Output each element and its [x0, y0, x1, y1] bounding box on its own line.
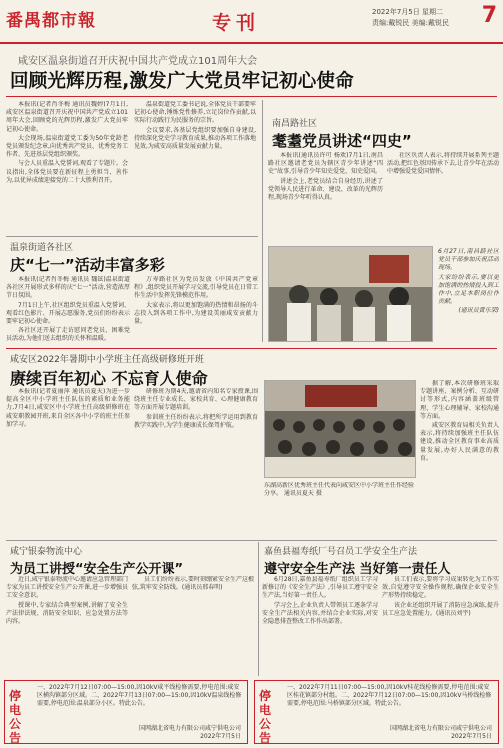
issue-date: 2022年7月5日 星期二 — [372, 8, 443, 16]
issue-meta — [372, 7, 449, 29]
story2-column-2 — [387, 152, 499, 244]
notice-tag: 停电公告 — [259, 689, 272, 745]
notice-tag: 停电公告 — [9, 689, 22, 745]
notice-signature: 国网湖北省电力有限公司咸宁供电公司 2022年7月5日 — [138, 725, 241, 740]
story3-paragraph: 各社区还开展了走访慰问老党员、困难党员活动,为他们送去组织的关怀和温暖。 — [6, 327, 130, 343]
section-title: 专刊 — [212, 12, 261, 34]
lead-paragraph: 会议要求,各基层党组织要加强自身建设,持续深化党史学习教育成果,推动各项工作落地见效,为咸安高质量发展贡献力量。 — [134, 126, 256, 151]
story-divider — [6, 236, 258, 237]
story5-paragraph: 授课中,专家结合典型案例,讲解了安全生产法律法规、消防安全知识、应急处置方法等内容。 — [6, 601, 128, 626]
side-caption-credit: (通讯员黄乐荣) — [458, 307, 499, 315]
story4-paragraph: 参训班主任纷纷表示,将把所学运用到教育教学实践中,为学生健康成长保驾护航。 — [134, 413, 258, 429]
story6-paragraph: 员工们表示,要将学习成果转化为工作实效,自觉遵守安全操作规程,确保企业安全生产形势持续稳定。 — [382, 576, 499, 600]
column-divider — [262, 100, 263, 342]
story6-paragraph: 该企业还组织开展了消防应急演练,提升员工应急处置能力。(通讯员刘宇) — [382, 601, 499, 617]
story5-paragraph: 员工们纷纷表示,要时刻绷紧安全生产这根弦,筑牢安全防线。(通讯员邢春明) — [132, 576, 254, 592]
story5-kicker: 咸宁银泰物流中心 — [10, 547, 83, 557]
story6-column-1 — [262, 576, 378, 676]
lead-column-2 — [134, 101, 256, 233]
issue-editor: 责编:戴锐民 美编:戴锐民 — [372, 19, 449, 27]
power-outage-notice-1 — [4, 680, 248, 744]
story3-kicker: 温泉街道各社区 — [10, 243, 74, 253]
story3-headline: 庆“七一”活动丰富多彩 — [10, 256, 165, 274]
story4-photo-caption: 东湖高新区优秀班主任代表向咸安区中小学班主任作经验分享。 通讯员夏天 摄 — [264, 482, 415, 497]
story2-side-caption — [438, 248, 499, 344]
story4-paragraph: 咸安区教育局相关负责人表示,将持续加强班主任队伍建设,推动全区教育事业高质量发展,办好人民满意的教育。 — [420, 422, 499, 462]
lead-paragraph: 大会现场,温泉街道党工委为50年党龄老党员颁发纪念章,向优秀共产党员、优秀党务工作者、先进基层党组织颁奖。 — [6, 134, 128, 159]
masthead — [0, 0, 503, 44]
notice-signature: 国网湖北省电力有限公司咸宁供电公司 2022年7月5日 — [389, 725, 492, 740]
lead-paragraph: 与会人员重温入党誓词,观看了专题片。会议指出,全体党员要在新征程上勇担当、善作为,以优异成绩迎接党的二十大胜利召开。 — [6, 160, 128, 184]
story3-paragraph: 本报讯(记者肖冬梅 通讯员 魏铉)温泉街道各社区开展形式多样的庆“七一”活动,营造浓厚节日氛围。 — [6, 276, 130, 300]
story5-headline: 为员工讲授“安全生产公开课” — [10, 562, 184, 577]
story6-paragraph: 6月28日,嘉鱼县福寿纸厂组织员工学习新修订的《安全生产法》,引导员工遵守安全生产法,当好第一责任人。 — [262, 576, 378, 600]
story3-paragraph: 7月1日上午,社区组织党员重温入党誓词、观看红色影片、开展志愿服务,党员们纷纷表示要牢记初心使命。 — [6, 301, 130, 326]
story6-column-2 — [382, 576, 499, 676]
notice-body: 一、2022年7月12日07:00—15:00,因10kV咸平线检修需要,停电范围:咸安区横沟镇部分区域。二、2022年7月13日07:00—15:00,因10kV温泉线检修需要,停电范围:温泉部分小区。特此公告。 — [37, 684, 242, 707]
power-outage-notice-2 — [254, 680, 499, 744]
story3-column-1 — [6, 276, 130, 344]
photo-image — [269, 247, 433, 342]
column-divider — [258, 542, 259, 676]
story3-column-2 — [134, 276, 258, 344]
classroom-photo — [265, 381, 416, 478]
lead-paragraph: 本报讯(记者肖冬梅 通讯员魏婷)7月1日,咸安区温泉街道召开庆祝中国共产党成立101周年大会,回顾党的光辉历程,激发广大党员牢记初心使命。 — [6, 101, 128, 133]
story5-column-2 — [132, 576, 254, 676]
lead-paragraph: 温泉街道党工委书记说,全体党员干部要牢记初心使命,锤炼党性修养,立足岗位作贡献,以实际行动践行为民服务的宗旨。 — [134, 101, 256, 125]
story3-paragraph: 大家表示,将以更加饱满的热情和昂扬的斗志投入到各项工作中,为建设美丽咸安贡献力量。 — [134, 301, 258, 326]
story4-paragraph: 研修班为期4天,邀请省内知名专家授课,围绕班主任专业成长、家校共育、心理健康教育等方面开展专题培训。 — [134, 388, 258, 412]
story2-headline: 耄耋党员讲述“四史” — [272, 132, 412, 150]
story2-column-1 — [268, 152, 383, 244]
page-number: 7 — [481, 3, 497, 28]
story4-paragraph: 本报讯(记者夏丽萍 通讯员夏天)为进一步提高全区中小学班主任队伍的素质和业务能力,7月4日,咸安区中小学班主任高级研修班在咸安职教园开班,来自全区各中小学的班主任参加学习。 — [6, 388, 130, 428]
story6-headline: 遵守安全生产法 当好第一责任人 — [264, 562, 451, 577]
story3-paragraph: 万寿路社区为党员发放《中国共产党章程》,组织党员开展学习交流,引导党员在日常工作生活中发挥先锋模范作用。 — [134, 276, 258, 300]
lead-kicker: 咸安区温泉街道召开庆祝中国共产党成立101周年大会 — [18, 56, 258, 67]
story4-column-1 — [6, 388, 130, 536]
story2-paragraph: 本报讯(通讯员许可 杨欢)7月1日,南昌路社区邀请老党员为辖区青少年讲述“四史”故事,引导青少年知史爱党、知史爱国。 — [268, 152, 383, 176]
newspaper-logo: 番禺都市報 — [6, 11, 96, 31]
story6-kicker: 嘉鱼县福寿纸厂号召员工学安全生产法 — [264, 547, 418, 557]
story4-headline: 赓续百年初心 不忘育人使命 — [10, 369, 208, 388]
story2-paragraph: 讲述会上,老党员结合自身经历,讲述了党领导人民进行革命、建设、改革的光辉历程,现场青少年听得认真。 — [268, 177, 383, 202]
story4-column-3 — [420, 380, 499, 536]
story5-column-1 — [6, 576, 128, 676]
lead-column-1 — [6, 101, 128, 233]
story4-kicker: 咸安区2022年暑期中小学班主任高级研修班开班 — [10, 355, 204, 365]
story4-column-2 — [134, 388, 258, 536]
story4-photo — [264, 380, 416, 478]
story2-kicker: 南昌路社区 — [272, 119, 318, 129]
story4-paragraph: 据了解,本次研修班采取专题讲座、案例分析、互动研讨等形式,内容涵盖班级管理、学生心理辅导、家校沟通等方面。 — [420, 380, 499, 420]
story5-paragraph: 近日,咸宁银泰物流中心邀请应急管理部门专家为员工讲授安全生产公开课,进一步增强员工安全意识。 — [6, 576, 128, 600]
side-caption-text: 大家纷纷表示,要以更加饱满的热情投入到工作中,立足本职岗位作贡献。 — [438, 273, 499, 306]
story2-photo — [268, 246, 433, 342]
side-caption-text: 6月27日,南昌路社区党员干部参加庆祝活动现场。 — [438, 248, 499, 272]
section-rule — [6, 348, 497, 349]
notice-body: 一、2022年7月11日07:00—15:00,因10kV桂花线检修需要,停电范围:咸安区桂花镇部分村组。二、2022年7月12日07:00—15:00,因10kV马桥线检修需要,停电范围:马桥镇部分区域。特此公告。 — [287, 684, 492, 707]
lead-headline: 回顾光辉历程,激发广大党员牢记初心使命 — [10, 71, 354, 92]
story2-paragraph: 社区负责人表示,将持续开展系列主题活动,把红色基因传承下去,让青少年在活动中增强爱党爱国情怀。 — [387, 152, 499, 176]
story6-paragraph: 学习会上,企业负责人带领员工逐条学习安全生产法相关内容,并结合企业实际,对安全隐患排查整改工作作出部署。 — [262, 601, 378, 626]
lead-rule — [6, 96, 497, 97]
story-divider — [6, 540, 497, 541]
